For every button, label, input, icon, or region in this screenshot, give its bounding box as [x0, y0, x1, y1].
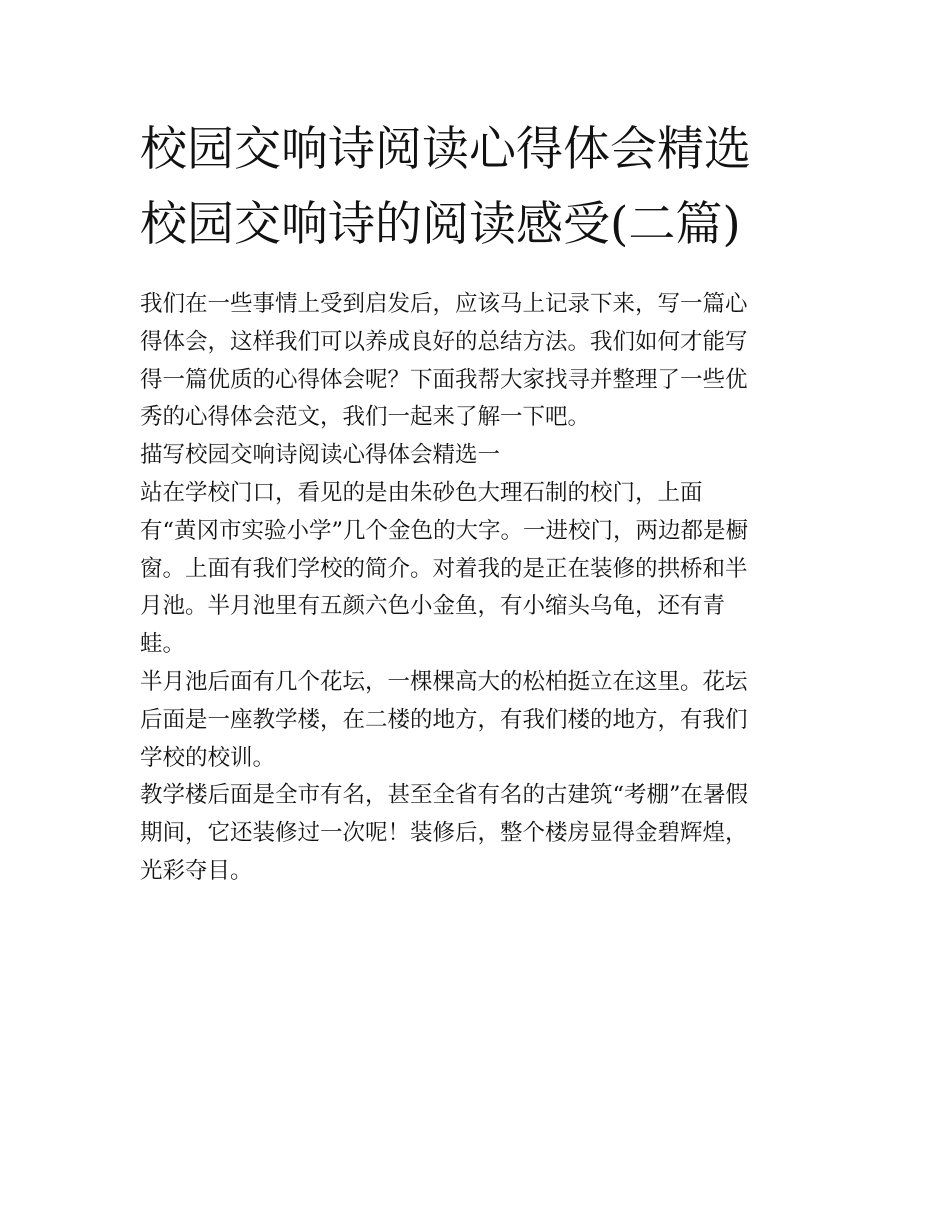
- text-line: 光彩夺目。: [140, 857, 253, 884]
- text-line: 有“黄冈市实验小学”几个金色的大字。一进校门，两边都是橱: [140, 517, 749, 544]
- title-line: 校园交响诗阅读心得体会精选: [140, 122, 751, 177]
- text-line: 月池。半月池里有五颜六色小金鱼，有小缩头乌龟，还有青: [140, 593, 726, 620]
- title-line: 校园交响诗的阅读感受(二篇): [140, 197, 741, 252]
- text-line: 教学楼后面是全市有名，甚至全省有名的古建筑“考棚”在暑假: [140, 782, 749, 809]
- document-title: [140, 112, 812, 262]
- intro-paragraph: [140, 286, 812, 437]
- body-paragraph: [140, 777, 812, 890]
- section-heading: [140, 437, 812, 475]
- body-paragraph: [140, 664, 812, 777]
- text-line: 半月池后面有几个花坛，一棵棵高大的松柏挺立在这里。花坛: [140, 668, 748, 695]
- document-content: [140, 112, 812, 891]
- text-line: 后面是一座教学楼，在二楼的地方，有我们楼的地方，有我们: [140, 706, 748, 733]
- text-line: 得体会，这样我们可以养成良好的总结方法。我们如何才能写: [140, 328, 748, 355]
- body-paragraph: [140, 475, 812, 664]
- text-line: 学校的校训。: [140, 744, 276, 771]
- text-line: 秀的心得体会范文，我们一起来了解一下吧。: [140, 404, 591, 431]
- text-line: 蛙。: [140, 631, 186, 658]
- text-line: 我们在一些事情上受到启发后，应该马上记录下来，写一篇心: [140, 291, 748, 317]
- text-line: 得一篇优质的心得体会呢？下面我帮大家找寻并整理了一些优: [140, 366, 748, 393]
- text-line: 窗。上面有我们学校的简介。对着我的是正在装修的拱桥和半: [140, 555, 748, 582]
- text-line: 描写校园交响诗阅读心得体会精选一: [140, 442, 501, 469]
- text-line: 期间，它还装修过一次呢！装修后，整个楼房显得金碧辉煌，: [140, 820, 748, 847]
- text-line: 站在学校门口，看见的是由朱砂色大理石制的校门，上面: [140, 479, 703, 506]
